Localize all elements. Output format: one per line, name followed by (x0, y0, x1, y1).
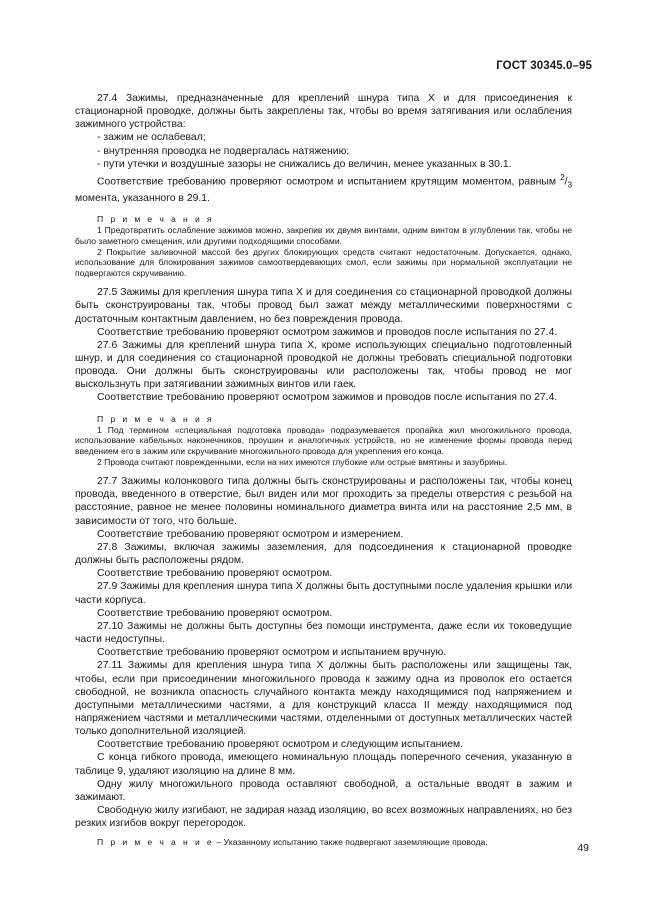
test-step-2: Одну жилу многожильного провода оставляют свободной, а остальные вводят в зажим и зажимают. (75, 778, 572, 803)
clause-27-8-compliance: Соответствие требованию проверяют осмотром. (97, 568, 333, 580)
fraction-numerator: 2 (560, 172, 565, 182)
test-step-3: Свободную жилу изгибают, не задирая назад изоляцию, во всех возможных направлениях, но без резких изгибов вокруг перегородок. (75, 805, 572, 830)
clause-27-5: 27.5 Зажимы для крепления шнура типа Х и для соединения со стационарной проводкой должны быть сконструированы так, чтобы провод был зажат между металлическими поверхностями с достаточным контактным давлением, но без повреждения провода. (75, 287, 572, 325)
compliance-text-a: Соответствие требованию проверяют осмотром и испытанием крутящим моментом, равным (97, 176, 556, 188)
clause-27-11-compliance: Соответствие требованию проверяют осмотром и следующим испытанием. (97, 739, 464, 751)
notes-block-27-6 (75, 414, 572, 469)
document-code-header: ГОСТ 30345.0–95 (496, 60, 592, 72)
list-item: - зажим не ослабевал; (97, 132, 206, 144)
compliance-text-b: момента, указанного в 29.1. (75, 192, 210, 204)
document-body (75, 92, 572, 848)
clause-27-8: 27.8 Зажимы, включая зажимы заземления, для подсоединения к стационарной проводке должны быть расположены рядом. (75, 541, 572, 567)
test-step-1: С конца гибкого провода, имеющего номинальную площадь поперечного сечения, указанную в таблице 9, удаляют изоляцию на длине 8 мм. (75, 752, 572, 777)
list-item: - внутренняя проводка не подвергалась натяжению; (97, 145, 350, 157)
clause-27-10-compliance: Соответствие требованию проверяют осмотром и испытанием вручную. (97, 647, 447, 659)
clause-27-4-intro: 27.4 Зажимы, предназначенные для креплений шнура типа Х и для присоединения к стационарной проводке, должны быть закреплены так, чтобы во время затягивания или ослабления зажимного устройства: (75, 93, 572, 131)
clause-27-9-compliance: Соответствие требованию проверяют осмотром. (97, 607, 333, 619)
notes-title: П р и м е ч а н и я (97, 413, 214, 424)
notes-title: П р и м е ч а н и я (97, 213, 214, 224)
clause-27-11: 27.11 Зажимы для крепления шнура типа Х должны быть расположены или защищены так, чтобы, если при присоединении многожильного провода к зажиму одна из проволок его остается свободной, не возникла опасность случайного контакта между находящимися под напряжением и доступными металлическими частями, а для конструкций класса II между находящимися под напряжением частями и металлическими частями, отделенными от доступных металлических частей только дополнительной изоляцией. (75, 660, 572, 738)
note-item: 1 Под термином «специальная подготовка провода» подразумевается пропайка жил многожильного провода, использование кабельных наконечников, проушин и аналогичных устройств, но не изменение формы провода перед введением его в зажим или скручивание многожильного провода для укрепления его конца. (75, 424, 572, 457)
clause-27-6-compliance: Соответствие требованию проверяют осмотром зажимов и проводов после испытания по 27.4. (97, 392, 558, 404)
clause-27-7: 27.7 Зажимы колонкового типа должны быть сконструированы и расположены так, чтобы конец провода, введенного в отверстие, был виден или мог проходить за пределы отверстия с резьбой на расстояние, равное не менее половины номинального диаметра винта или на расстояние 2,5 мм, в зависимости от того, что больше. (75, 476, 572, 527)
page-number: 49 (577, 842, 589, 854)
clause-27-4-compliance: Соответствие требованию проверяют осмотром и испытанием крутящим моментом, равным $^2/_3$ момента, указанного в 29.1. (75, 172, 573, 204)
clause-27-10: 27.10 Зажимы не должны быть доступны без помощи инструмента, даже если их токоведущие части недоступны. (75, 620, 572, 646)
clause-27-7-compliance: Соответствие требованию проверяют осмотром и измерением. (97, 528, 404, 540)
note-item: 2 Покрытие заливочной массой без других блокирующих средств считают недостаточным. Допускается, однако, использование для блокирования зажимов самоотвердевающих смол, если зажимы при нормальной эксплуатации не подвергаются скручиванию. (75, 246, 572, 279)
note-text: – Указанному испытанию также подвергают заземляющие провода. (214, 837, 488, 848)
note-item: 1 Предотвратить ослабление зажимов можно, закрепив их двумя винтами, одним винтом в углублении так, чтобы не было заметного смещения, или другими подходящими способами. (75, 224, 572, 246)
note-item: 2 Провода считают поврежденными, если на них имеются глубокие или острые вмятины и зазубрины. (97, 457, 508, 468)
note-27-11 (75, 837, 572, 848)
clause-27-6: 27.6 Зажимы для креплений шнура типа Х, кроме использующих специально подготовленный шнур, и для соединения со стационарной проводкой не должны требовать специальной подготовки провода. Они должны быть сконструированы или расположены так, чтобы провод не мог выскользнуть при затягивании зажимных винтов или гаек. (75, 339, 572, 391)
notes-block-27-4 (75, 214, 572, 279)
clause-27-5-compliance: Соответствие требованию проверяют осмотром зажимов и проводов после испытания по 27.4. (97, 326, 558, 338)
clause-27-9: 27.9 Зажимы для крепления шнура типа Х должны быть доступными после удаления крышки или части корпуса. (75, 581, 572, 606)
list-item: - пути утечки и воздушные зазоры не снижались до величин, менее указанных в 30.1. (97, 158, 512, 170)
fraction-denominator: 3 (567, 180, 573, 190)
note-title: П р и м е ч а н и е (97, 837, 215, 848)
